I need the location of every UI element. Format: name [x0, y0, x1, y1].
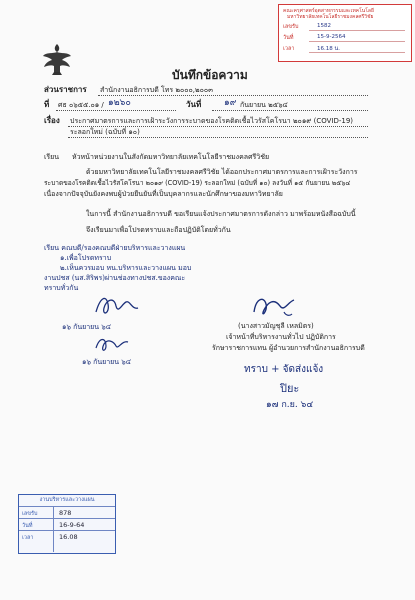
date-day: ๑๙: [224, 98, 237, 108]
date-label: วันที่: [186, 100, 202, 109]
handnote-left-line3: ๒.เห็นควรมอบ หน.บริหารและวางแผน มอบ: [60, 264, 192, 272]
stamp-date-value: 15-9-2564: [317, 34, 346, 40]
ref-label: ที่: [44, 100, 50, 109]
signature-left-icon: [92, 290, 142, 322]
body-p2: ในการนี้ สำนักงานอธิการบดี ขอเรียนแจ้งประกาศมาตรการดังกล่าว มาพร้อมหนังสือฉบับนี้: [86, 210, 356, 218]
stamp-org2: มหาวิทยาลัยเทคโนโลยีราชมงคลศรีวิชัย: [287, 14, 374, 20]
body-p1-line2: ระบาดของโรคติดเชื้อไวรัสโคโรนา ๒๐๑๙ (COVID-19) ระลอกใหม่ (ฉบับที่ ๑๐) ลงวันที่ ๑๕ กันยายน ๒๕๖๔: [44, 179, 351, 187]
agency-label: ส่วนราชการ: [44, 85, 87, 94]
dotted-line: [68, 137, 368, 138]
handnote-left2-date: ๑๖ กันยายน ๖๔: [82, 358, 132, 366]
dotted-line: [68, 126, 368, 127]
stamp2-no-value: 878: [59, 509, 72, 517]
stamp-date-label: วันที่: [283, 35, 294, 41]
signature-right-icon: [244, 292, 304, 324]
stamp2-row: [19, 530, 115, 542]
stamp2-time-value: 16.08: [59, 533, 78, 541]
body-p1-line1: ด้วยมหาวิทยาลัยเทคโนโลยีราชมงคลศรีวิชัย ได้ออกประกาศมาตรการและการเฝ้าระวังการ: [86, 168, 358, 176]
stamp2-row: [19, 506, 115, 518]
subject-line1: ประกาศมาตรการและการเฝ้าระวังการระบาดของโรคติดเชื้อไวรัสโคโรนา ๒๐๑๙ (COVID-19): [70, 117, 354, 125]
stamp2-row: [19, 518, 115, 530]
signature-left2-icon: [92, 332, 132, 356]
handnote-left-line4: งานปชส (นส.สิริพร)ผ่านช่องทางปชส.ของคณะ: [44, 274, 186, 282]
ref-value: ศธ ๐๖๕๕.๐๑ /: [58, 101, 104, 109]
stamp2-time-label: เวลา: [22, 535, 34, 541]
ref-number: ๑๒๖๐: [108, 98, 131, 108]
handnote-left-line1: เรียน คณบดี/รองคณบดีฝ่ายบริหารและวางแผน: [44, 244, 186, 252]
signatory-position2: รักษาราชการแทน ผู้อำนวยการสำนักงานอธิการบดี: [212, 344, 365, 352]
stamp-no-value: 1582: [317, 23, 331, 29]
to-value: หัวหน้าหน่วยงานในสังกัดมหาวิทยาลัยเทคโนโลยีราชมงคลศรีวิชัย: [72, 153, 270, 161]
stamp-time-label: เวลา: [283, 46, 295, 52]
body-p3: จึงเรียนมาเพื่อโปรดทราบและถือปฏิบัติโดยทั่วกัน: [86, 226, 231, 234]
subject-line2: ระลอกใหม่ (ฉบับที่ ๑๐): [70, 128, 140, 136]
receiving-stamp-bottom: [18, 494, 116, 554]
handnote-right-line1: ทราบ + จัดส่งแจ้ง: [244, 364, 324, 375]
handnote-left-line5: ทราบทั่วกัน: [44, 284, 79, 292]
stamp-time-value: 16.18 น.: [317, 46, 341, 52]
handnote-left-line2: ๑.เพื่อโปรดทราบ: [60, 254, 112, 262]
stamp-line: [309, 52, 405, 53]
date-rest: กันยายน ๒๕๖๔: [240, 101, 288, 109]
stamp-org: คณะครุศาสตร์อุตสาหกรรมและเทคโนโลยี: [283, 8, 374, 14]
stamp-no-label: เลขรับ: [283, 24, 299, 30]
handnote-right-line2: ปิยะ: [280, 382, 300, 395]
stamp2-no-label: เลขรับ: [22, 511, 38, 517]
stamp2-header: งานบริหารและวางแผน: [39, 497, 95, 503]
stamp-line: [309, 30, 405, 31]
agency-value: สำนักงานอธิการบดี โทร ๒๐๐๐,๒๐๐๓: [100, 86, 213, 94]
stamp2-date-value: 16-9-64: [59, 521, 85, 529]
dotted-line: [212, 110, 368, 111]
stamp-line: [309, 41, 405, 42]
body-p1-line3: เนื่องจากปัจจุบันยังคงพบผู้ป่วยยืนยันที่เป็นบุคลากรและนักศึกษาของมหาวิทยาลัย: [44, 190, 283, 198]
signatory-name: (นางสาวมัญชุลี เหลมิตร): [238, 322, 314, 330]
dotted-line: [98, 95, 368, 96]
subject-label: เรื่อง: [44, 116, 60, 125]
signatory-position1: เจ้าหน้าที่บริหารงานทั่วไป ปฏิบัติการ: [226, 333, 336, 341]
receiving-stamp-top: [278, 4, 412, 62]
dotted-line: [56, 110, 176, 111]
stamp2-date-label: วันที่: [22, 523, 33, 529]
garuda-emblem-icon: [42, 42, 72, 76]
handnote-right-line3: ๑๗ ก.ย. ๖๔: [266, 400, 314, 410]
to-label: เรียน: [44, 153, 60, 161]
memo-title: บันทึกข้อความ: [172, 68, 248, 82]
handnote-left-date: ๑๖ กันยายน ๖๔: [62, 323, 112, 331]
